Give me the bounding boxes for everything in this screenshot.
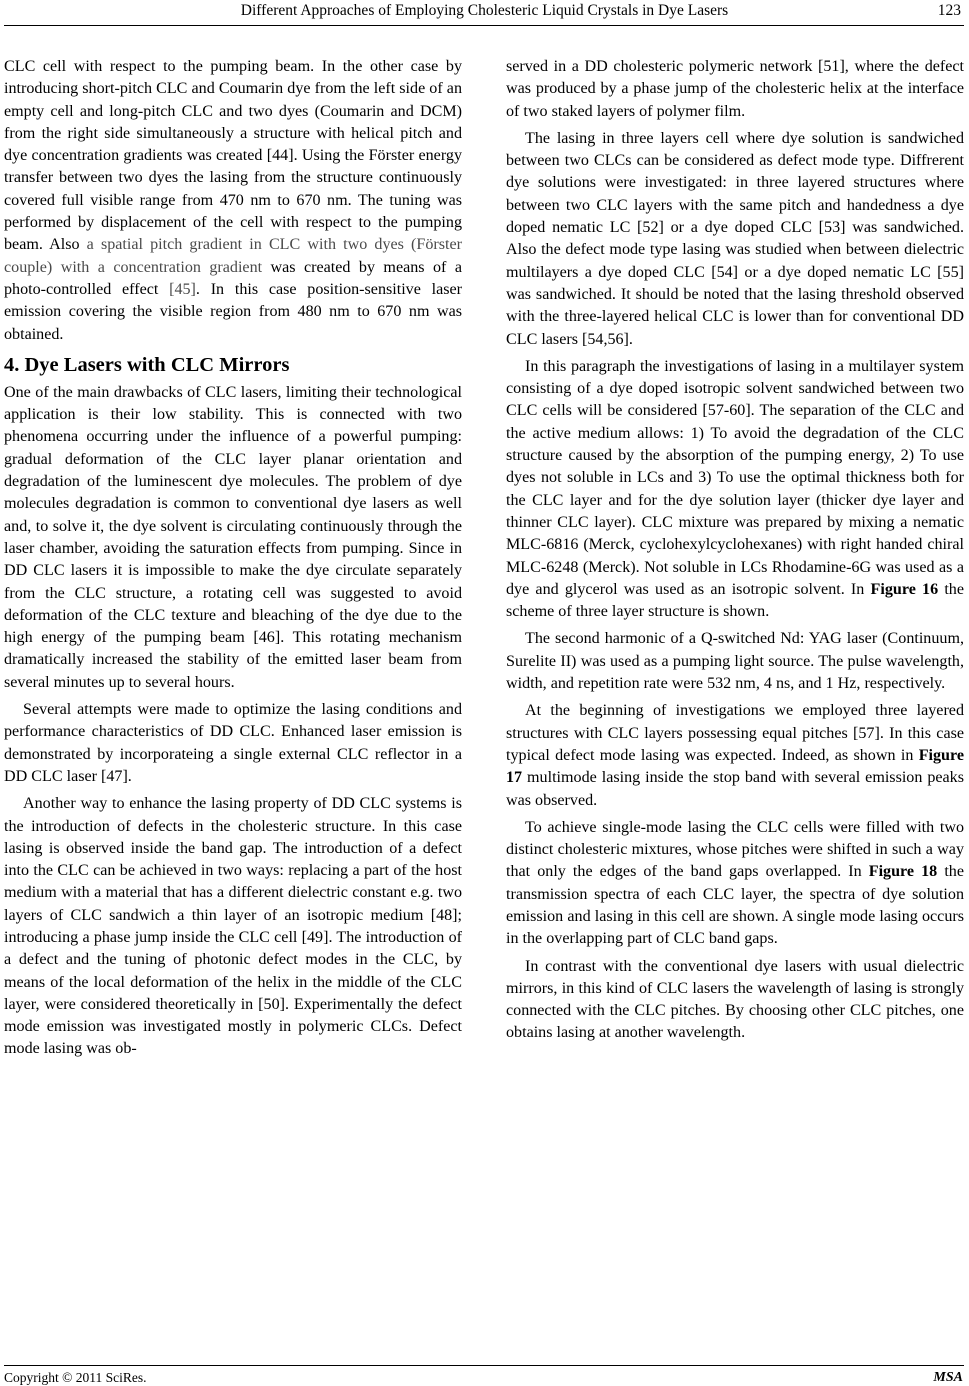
page-number: 123 bbox=[937, 2, 961, 19]
journal-abbreviation: MSA bbox=[933, 1370, 963, 1385]
copyright-notice: Copyright © 2011 SciRes. bbox=[4, 1370, 147, 1385]
paragraph-left-4: Another way to enhance the lasing property of DD CLC systems is the introduction of defects in the cholesteric structure. In this case lasing is observed inside the band gap. The introduction of a defect into the CLC can be achieved in two ways: replacing a part of the host medium with a material that has a different dielectric constant e.g. two layers of CLC sandwich a thin layer of an isotropic medium [48]; introducing a phase jump inside the CLC cell [49]. The introduction of a defect and the tuning of photonic defect modes in the CLC, by means of the local deformation of the helix in the middle of the CLC layer, were considered theoretically in [50]. Experimentally the defect mode emission was investigated mostly in polymeric CLCs. Defect mode lasing was ob- bbox=[4, 795, 462, 1058]
running-header bbox=[0, 0, 969, 28]
text-run: At the beginning of investigations we employed three layered structures with CLC layers possessing equal pitches [57]. In this case typical defect mode lasing was expected. Indeed, as shown in bbox=[506, 702, 964, 764]
figure-reference[interactable]: Figure 16 bbox=[870, 580, 939, 598]
paragraph-right-2: The lasing in three layers cell where dye solution is sandwiched between two CLCs can be considered as defect mode type. Diffrerent dye solutions were investigated: in three layered structures where between two CLC layers with the same pitch and handedness a dye doped nematic LC [52] or a dye doped CLC [53] was sandwiched. Also the defect mode type lasing was studied when between dielectric multilayers a dye doped CLC [54] or a dye doped nematic LC [55] was sandwiched. It should be noted that the lasing threshold observed with the three-layered helical CLC is lower than for conventional DD CLC lasers [54,56]. bbox=[506, 129, 964, 348]
left-column bbox=[4, 56, 462, 1066]
paragraph-left-3: Several attempts were made to optimize the lasing conditions and performance characteristics of DD CLC. Enhanced laser emission is demonstrated by incorporateing a single external CLC reflector in a DD CLC laser [47]. bbox=[4, 701, 462, 785]
text-run: In this paragraph the investigations of lasing in a multilayer system consisting of a dye doped isotropic solvent sandwiched between two CLC cells will be considered [57-60]. The separation of the CLC and the active medium allows: 1) To avoid the degradation of the CLC structure caused by the absorption of the pumping energy, 2) To use dyes not soluble in LCs and 3) To use the optimal thickness both for the CLC layer and for the dye solution layer (thicker dye layer and thinner CLC layer). CLC mixture was prepared by mixing a nematic MLC-6816 (Merck, cyclohexylcyclohexanes) with right handed chiral MLC-6248 (Merck). Not soluble in LCs Rhodamine-6G was used as a dye and glycerol was used as an isotropic solvent. In bbox=[506, 357, 964, 598]
figure-reference[interactable]: Figure 17 bbox=[506, 746, 964, 787]
paragraph-left-2: One of the main drawbacks of CLC lasers, limiting their technological application is their low stability. This is connected with two phenomena occurring under the influence of a powerful pumping: gradual deformation of the CLC layer planar orientation and degradation of the luminescent dye molecules. The problem of dye molecules degradation is common to conventional dye lasers as well and, to solve it, the dye solvent is circulating continuously through the laser chamber, avoiding the saturation effects from pumping. Since in DD CLC lasers it is impossible to make the dye circulate separately from the CLC structure, a rotating cell was suggested to avoid deformation of the CLC texture and bleaching of the dye due to the high energy of the pumping beam [46]. This rotating mechanism dramatically increased the stability of the emitted laser beam from several minutes up to several hours. bbox=[4, 383, 462, 691]
text-run: CLC cell with respect to the pumping beam. In the other case by introducing short-pitch CLC and Coumarin dye from the left side of an empty cell and long-pitch CLC and two dyes (Coumarin and DCM) from the right side simultaneously a structure with helical pitch and dye concentration gradients was created [44]. Using the Förster energy transfer between two dyes the lasing from the structure continuously covered full visible range from 470 nm to 670 nm. The tuning was performed by displacement of the cell with respect to the pumping beam. Also bbox=[4, 58, 462, 254]
paragraph-right-6 bbox=[506, 817, 964, 951]
paragraph-left-1 bbox=[4, 56, 462, 346]
footer-rule bbox=[4, 1365, 964, 1366]
text-run: multimode lasing inside the stop band with several emission peaks was observed. bbox=[506, 769, 964, 809]
paragraph-right-5 bbox=[506, 700, 964, 811]
paragraph-right-1: served in a DD cholesteric polymeric network [51], where the defect was produced by a phase jump of the cholesteric helix at the interface of two staked layers of polymer film. bbox=[506, 58, 964, 120]
right-column bbox=[506, 56, 964, 1050]
text-run: To achieve single-mode lasing the CLC cells were filled with two distinct cholesteric mixtures, whose pitches were shifted in such a way that only the edges of the band gaps overlapped. In bbox=[506, 818, 964, 881]
section-heading: 4. Dye Lasers with CLC Mirrors bbox=[4, 353, 290, 376]
header-rule bbox=[4, 25, 964, 26]
figure-reference[interactable]: Figure 18 bbox=[868, 863, 938, 881]
text-run: . In this case position-sensitive laser emission covering the visible region from 480 nm to 670 nm was obtained. bbox=[4, 280, 462, 343]
running-title: Different Approaches of Employing Cholesteric Liquid Crystals in Dye Lasers bbox=[240, 2, 729, 19]
citation-link[interactable]: [45] bbox=[169, 280, 196, 298]
text-run: the scheme of three layer structure is shown. bbox=[506, 580, 964, 621]
paragraph-right-4: The second harmonic of a Q-switched Nd: YAG laser (Continuum, Surelite II) was used as a pumping light source. The pulse wavelength, width, and repetition rate were 532 nm, 4 ns, and 1 Hz, respectively. bbox=[506, 630, 964, 693]
text-run: was created by means of a photo-controlled effect bbox=[4, 258, 462, 298]
text-run: the transmission spectra of each CLC layer, the spectra of dye solution emission and lasing in this cell are shown. A single mode lasing occurs in the overlapping part of CLC band gaps. bbox=[506, 863, 964, 948]
paragraph-right-7: In contrast with the conventional dye lasers with usual dielectric mirrors, in this kind of CLC lasers the wavelength of lasing is strongly connected with the CLC pitches. By choosing other CLC pitches, one obtains lasing at another wavelength. bbox=[506, 957, 964, 1042]
highlighted-text: a spatial pitch gradient in CLC with two dyes (Förster couple) with a concentration gradient bbox=[4, 236, 463, 276]
paragraph-right-3 bbox=[506, 356, 964, 624]
